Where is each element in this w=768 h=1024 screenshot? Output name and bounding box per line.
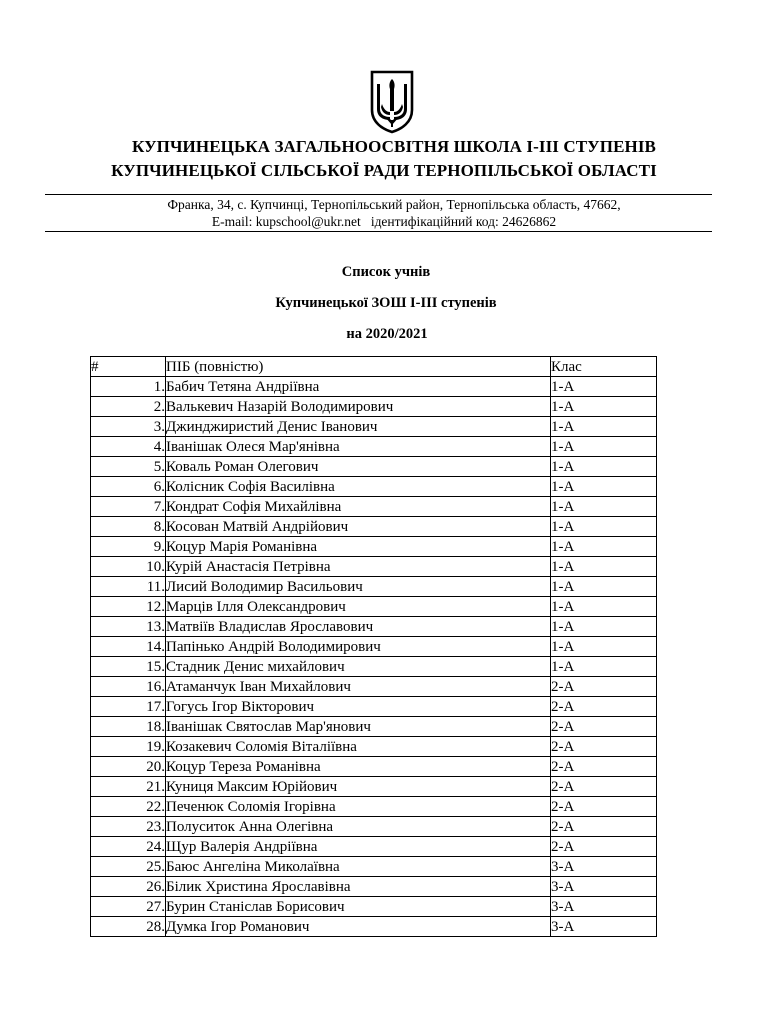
header-divider-bottom bbox=[45, 231, 712, 232]
student-class: 1-А bbox=[551, 377, 657, 397]
student-name: Печенюк Соломія Ігорівна bbox=[166, 797, 551, 817]
student-class: 1-А bbox=[551, 517, 657, 537]
student-name: Джинджиристий Денис Іванович bbox=[166, 417, 551, 437]
student-name: Гогусь Ігор Вікторович bbox=[166, 697, 551, 717]
student-class: 1-А bbox=[551, 437, 657, 457]
student-class: 3-А bbox=[551, 917, 657, 937]
row-number: 6. bbox=[91, 477, 166, 497]
student-name: Колісник Софія Василівна bbox=[166, 477, 551, 497]
row-number: 7. bbox=[91, 497, 166, 517]
student-name: Коцур Тереза Романівна bbox=[166, 757, 551, 777]
student-class: 1-А bbox=[551, 557, 657, 577]
table-row bbox=[91, 397, 657, 417]
school-name-line-1: КУПЧИНЕЦЬКА ЗАГАЛЬНООСВІТНЯ ШКОЛА І-ІІІ СТУПЕНІВ bbox=[131, 137, 656, 156]
student-name: Щур Валерія Андріївна bbox=[166, 837, 551, 857]
table-row bbox=[91, 817, 657, 837]
student-name: Іванішак Святослав Мар'янович bbox=[166, 717, 551, 737]
student-name: Бабич Тетяна Андріївна bbox=[166, 377, 551, 397]
student-class: 1-А bbox=[551, 537, 657, 557]
table-row bbox=[91, 517, 657, 537]
coat-of-arms-icon bbox=[368, 70, 416, 134]
school-id-code: ідентифікаційний код: 24626862 bbox=[370, 214, 557, 229]
student-name: Коваль Роман Олегович bbox=[166, 457, 551, 477]
column-header-name: ПІБ (повністю) bbox=[166, 357, 551, 377]
column-header-number: # bbox=[91, 357, 166, 377]
student-name: Стадник Денис михайлович bbox=[166, 657, 551, 677]
student-name: Папінько Андрій Володимирович bbox=[166, 637, 551, 657]
student-name: Матвіїв Владислав Ярославович bbox=[166, 617, 551, 637]
row-number: 20. bbox=[91, 757, 166, 777]
student-class: 2-А bbox=[551, 677, 657, 697]
table-row bbox=[91, 457, 657, 477]
student-name: Косован Матвій Андрійович bbox=[166, 517, 551, 537]
row-number: 25. bbox=[91, 857, 166, 877]
student-name: Іванішак Олеся Мар'янівна bbox=[166, 437, 551, 457]
row-number: 3. bbox=[91, 417, 166, 437]
student-class: 2-А bbox=[551, 697, 657, 717]
student-class: 2-А bbox=[551, 717, 657, 737]
table-row bbox=[91, 717, 657, 737]
table-row bbox=[91, 877, 657, 897]
student-class: 1-А bbox=[551, 457, 657, 477]
row-number: 14. bbox=[91, 637, 166, 657]
student-table bbox=[90, 356, 657, 937]
student-class: 2-А bbox=[551, 817, 657, 837]
student-name: Бурин Станіслав Борисович bbox=[166, 897, 551, 917]
row-number: 1. bbox=[91, 377, 166, 397]
student-name: Лисий Володимир Васильович bbox=[166, 577, 551, 597]
student-class: 2-А bbox=[551, 757, 657, 777]
student-name: Козакевич Соломія Віталіївна bbox=[166, 737, 551, 757]
column-header-class: Клас bbox=[551, 357, 657, 377]
student-name: Білик Христина Ярославівна bbox=[166, 877, 551, 897]
row-number: 9. bbox=[91, 537, 166, 557]
table-row bbox=[91, 637, 657, 657]
table-row bbox=[91, 917, 657, 937]
document-year: на 2020/2021 bbox=[346, 326, 428, 342]
student-name: Курій Анастасія Петрівна bbox=[166, 557, 551, 577]
row-number: 5. bbox=[91, 457, 166, 477]
student-name: Баюс Ангеліна Миколаївна bbox=[166, 857, 551, 877]
row-number: 18. bbox=[91, 717, 166, 737]
row-number: 23. bbox=[91, 817, 166, 837]
student-name: Куниця Максим Юрійович bbox=[166, 777, 551, 797]
header-divider-top bbox=[45, 194, 712, 195]
table-row bbox=[91, 857, 657, 877]
contact-line bbox=[0, 214, 768, 230]
row-number: 21. bbox=[91, 777, 166, 797]
row-number: 19. bbox=[91, 737, 166, 757]
row-number: 15. bbox=[91, 657, 166, 677]
student-class: 2-А bbox=[551, 777, 657, 797]
student-class: 2-А bbox=[551, 737, 657, 757]
row-number: 12. bbox=[91, 597, 166, 617]
table-row bbox=[91, 557, 657, 577]
table-row bbox=[91, 417, 657, 437]
table-row bbox=[91, 537, 657, 557]
row-number: 13. bbox=[91, 617, 166, 637]
school-name-line-2: КУПЧИНЕЦЬКОЇ СІЛЬСЬКОЇ РАДИ ТЕРНОПІЛЬСЬКОЇ ОБЛАСТІ bbox=[111, 161, 657, 180]
table-row bbox=[91, 797, 657, 817]
row-number: 24. bbox=[91, 837, 166, 857]
row-number: 2. bbox=[91, 397, 166, 417]
student-class: 2-А bbox=[551, 837, 657, 857]
student-class: 1-А bbox=[551, 597, 657, 617]
row-number: 26. bbox=[91, 877, 166, 897]
table-row bbox=[91, 597, 657, 617]
student-class: 1-А bbox=[551, 417, 657, 437]
school-email: E-mail: kupschool@ukr.net bbox=[211, 214, 361, 229]
student-class: 1-А bbox=[551, 637, 657, 657]
row-number: 16. bbox=[91, 677, 166, 697]
student-class: 1-А bbox=[551, 577, 657, 597]
table-header-row bbox=[91, 357, 657, 377]
student-name: Коцур Марія Романівна bbox=[166, 537, 551, 557]
row-number: 28. bbox=[91, 917, 166, 937]
student-class: 1-А bbox=[551, 617, 657, 637]
student-class: 1-А bbox=[551, 477, 657, 497]
student-name: Думка Ігор Романович bbox=[166, 917, 551, 937]
row-number: 11. bbox=[91, 577, 166, 597]
row-number: 10. bbox=[91, 557, 166, 577]
table-row bbox=[91, 757, 657, 777]
table-row bbox=[91, 737, 657, 757]
row-number: 27. bbox=[91, 897, 166, 917]
table-row bbox=[91, 617, 657, 637]
document-title: Список учнів bbox=[341, 264, 431, 280]
table-row bbox=[91, 577, 657, 597]
student-name: Кондрат Софія Михайлівна bbox=[166, 497, 551, 517]
row-number: 22. bbox=[91, 797, 166, 817]
student-name: Марців Ілля Олександрович bbox=[166, 597, 551, 617]
student-name: Атаманчук Іван Михайлович bbox=[166, 677, 551, 697]
table-row bbox=[91, 657, 657, 677]
student-class: 3-А bbox=[551, 857, 657, 877]
row-number: 8. bbox=[91, 517, 166, 537]
student-class: 1-А bbox=[551, 497, 657, 517]
table-row bbox=[91, 497, 657, 517]
student-name: Полуситок Анна Олегівна bbox=[166, 817, 551, 837]
student-class: 3-А bbox=[551, 897, 657, 917]
student-class: 2-А bbox=[551, 797, 657, 817]
table-row bbox=[91, 777, 657, 797]
table-row bbox=[91, 477, 657, 497]
school-address: Франка, 34, с. Купчинці, Тернопільський район, Тернопільська область, 47662, bbox=[167, 197, 621, 212]
row-number: 4. bbox=[91, 437, 166, 457]
table-row bbox=[91, 677, 657, 697]
student-class: 1-А bbox=[551, 657, 657, 677]
student-name: Валькевич Назарій Володимирович bbox=[166, 397, 551, 417]
document-subtitle: Купчинецької ЗОШ І-ІІІ ступенів bbox=[275, 295, 497, 311]
student-class: 3-А bbox=[551, 877, 657, 897]
table-row bbox=[91, 437, 657, 457]
table-row bbox=[91, 897, 657, 917]
table-row bbox=[91, 837, 657, 857]
student-class: 1-А bbox=[551, 397, 657, 417]
table-row bbox=[91, 377, 657, 397]
row-number: 17. bbox=[91, 697, 166, 717]
table-row bbox=[91, 697, 657, 717]
